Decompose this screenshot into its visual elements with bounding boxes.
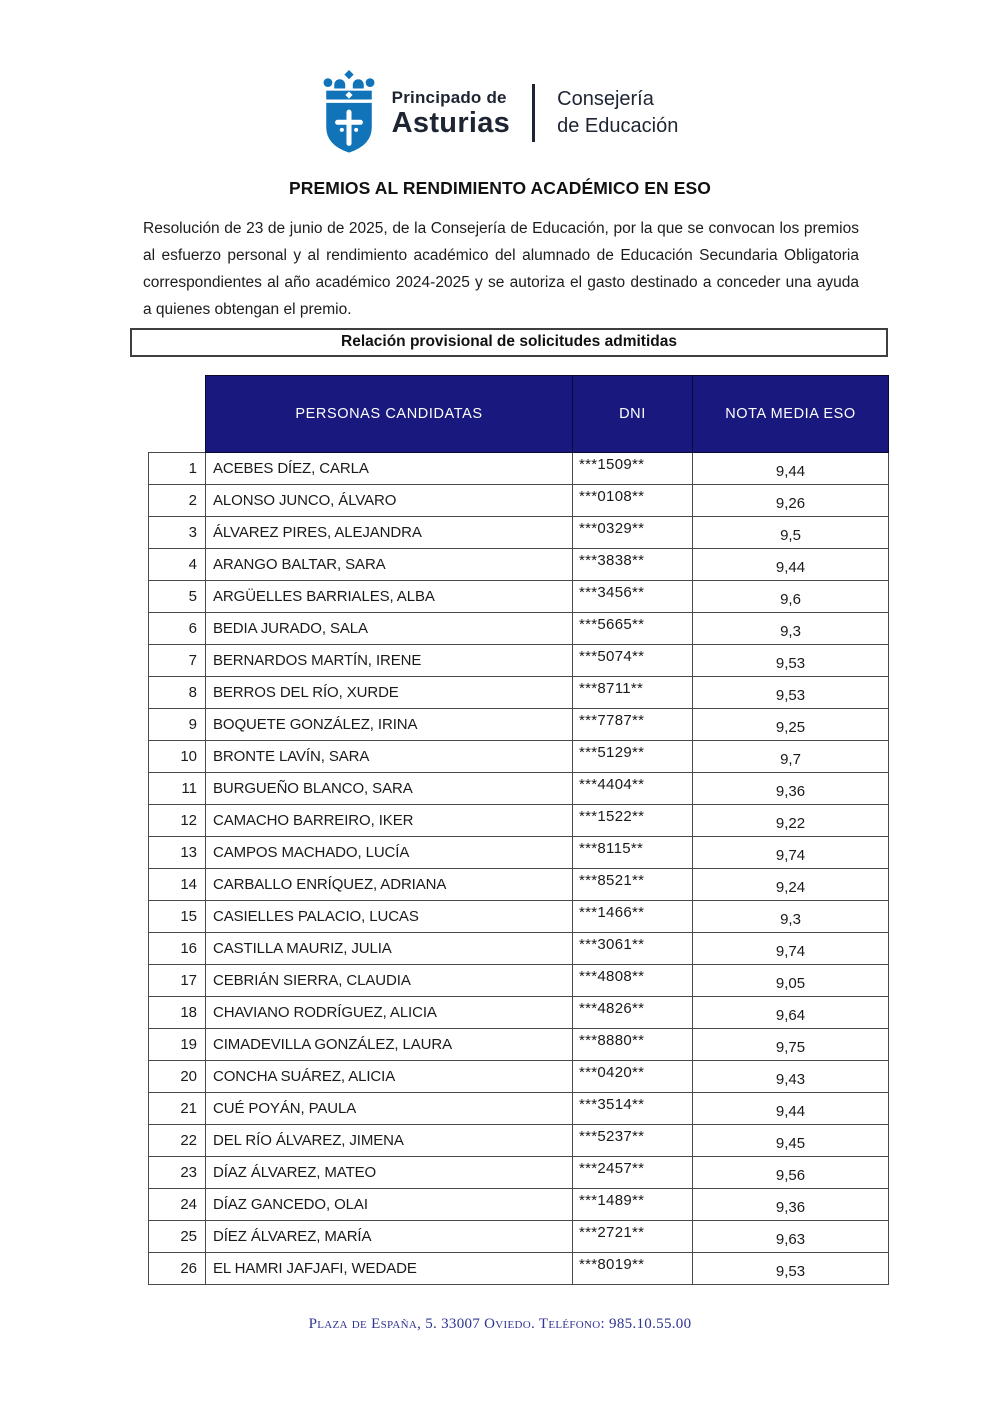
admitted-candidates-table (148, 375, 889, 1285)
candidate-name-cell: BEDIA JURADO, SALA (206, 613, 573, 645)
dni-cell: ***2457** (573, 1157, 693, 1189)
dni-cell: ***3514** (573, 1093, 693, 1125)
asturias-coat-of-arms-icon (322, 70, 376, 156)
dni-cell: ***2721** (573, 1221, 693, 1253)
row-number-cell: 4 (149, 549, 206, 581)
intro-paragraph: Resolución de 23 de junio de 2025, de la Consejería de Educación, por la que se convocan los premios al esfuerzo personal y al rendimiento académico del alumnado de Educación Secundaria Obligatoria correspondientes al año académico 2024-2025 y se autoriza el gasto destinado a conceder una ayuda a quienes obtengan el premio. (143, 220, 859, 318)
subtitle-banner (130, 328, 888, 357)
nota-media-cell: 9,63 (693, 1221, 889, 1253)
row-number-cell: 3 (149, 517, 206, 549)
dni-cell: ***5074** (573, 645, 693, 677)
row-number-cell: 2 (149, 485, 206, 517)
table-row (149, 1221, 889, 1253)
nota-media-cell: 9,22 (693, 805, 889, 837)
header-nota-media-eso: NOTA MEDIA ESO (693, 376, 889, 453)
table-row (149, 709, 889, 741)
row-number-cell: 12 (149, 805, 206, 837)
table-row (149, 965, 889, 997)
row-number-cell: 11 (149, 773, 206, 805)
dni-cell: ***3838** (573, 549, 693, 581)
candidate-name-cell: CASIELLES PALACIO, LUCAS (206, 901, 573, 933)
logo-region-line1: Principado de (391, 87, 507, 107)
candidate-name-cell: CIMADEVILLA GONZÁLEZ, LAURA (206, 1029, 573, 1061)
table-row (149, 613, 889, 645)
row-number-cell: 23 (149, 1157, 206, 1189)
row-number-cell: 18 (149, 997, 206, 1029)
nota-media-cell: 9,7 (693, 741, 889, 773)
row-number-cell: 8 (149, 677, 206, 709)
nota-media-cell: 9,56 (693, 1157, 889, 1189)
candidate-name-cell: DEL RÍO ÁLVAREZ, JIMENA (206, 1125, 573, 1157)
candidate-name-cell: DÍEZ ÁLVAREZ, MARÍA (206, 1221, 573, 1253)
nota-media-cell: 9,44 (693, 453, 889, 485)
table-row (149, 485, 889, 517)
dni-cell: ***8115** (573, 837, 693, 869)
dni-cell: ***8711** (573, 677, 693, 709)
row-number-cell: 1 (149, 453, 206, 485)
candidate-name-cell: CARBALLO ENRÍQUEZ, ADRIANA (206, 869, 573, 901)
dni-cell: ***5129** (573, 741, 693, 773)
dni-cell: ***8880** (573, 1029, 693, 1061)
table-row (149, 997, 889, 1029)
nota-media-cell: 9,26 (693, 485, 889, 517)
nota-media-cell: 9,25 (693, 709, 889, 741)
row-number-cell: 13 (149, 837, 206, 869)
row-number-cell: 16 (149, 933, 206, 965)
candidate-name-cell: CEBRIÁN SIERRA, CLAUDIA (206, 965, 573, 997)
row-number-cell: 24 (149, 1189, 206, 1221)
candidate-name-cell: BERNARDOS MARTÍN, IRENE (206, 645, 573, 677)
dni-cell: ***4808** (573, 965, 693, 997)
dni-cell: ***5665** (573, 613, 693, 645)
row-number-cell: 22 (149, 1125, 206, 1157)
row-number-cell: 19 (149, 1029, 206, 1061)
candidate-name-cell: ARANGO BALTAR, SARA (206, 549, 573, 581)
table-row (149, 1125, 889, 1157)
nota-media-cell: 9,53 (693, 645, 889, 677)
table-row (149, 1189, 889, 1221)
table-row (149, 933, 889, 965)
dni-cell: ***8521** (573, 869, 693, 901)
table-row (149, 901, 889, 933)
row-number-cell: 25 (149, 1221, 206, 1253)
candidate-name-cell: DÍAZ ÁLVAREZ, MATEO (206, 1157, 573, 1189)
table-row (149, 549, 889, 581)
candidate-name-cell: CASTILLA MAURIZ, JULIA (206, 933, 573, 965)
logo-region-line2: Asturias (391, 106, 511, 139)
dni-cell: ***0329** (573, 517, 693, 549)
table-row (149, 837, 889, 869)
table-header (149, 376, 889, 453)
nota-media-cell: 9,3 (693, 901, 889, 933)
nota-media-cell: 9,6 (693, 581, 889, 613)
candidate-name-cell: CAMPOS MACHADO, LUCÍA (206, 837, 573, 869)
row-number-cell: 7 (149, 645, 206, 677)
page-title: PREMIOS AL RENDIMIENTO ACADÉMICO EN ESO (289, 178, 711, 198)
candidate-name-cell: ALONSO JUNCO, ÁLVARO (206, 485, 573, 517)
table-row (149, 741, 889, 773)
row-number-cell: 6 (149, 613, 206, 645)
candidate-name-cell: CONCHA SUÁREZ, ALICIA (206, 1061, 573, 1093)
row-number-cell: 10 (149, 741, 206, 773)
dni-cell: ***4404** (573, 773, 693, 805)
nota-media-cell: 9,74 (693, 837, 889, 869)
row-number-cell: 14 (149, 869, 206, 901)
dni-cell: ***1509** (573, 453, 693, 485)
nota-media-cell: 9,53 (693, 1253, 889, 1285)
table-row (149, 517, 889, 549)
table-row (149, 1029, 889, 1061)
dni-cell: ***4826** (573, 997, 693, 1029)
header-spacer-cell (149, 376, 206, 453)
table-row (149, 581, 889, 613)
candidate-name-cell: ARGÜELLES BARRIALES, ALBA (206, 581, 573, 613)
table-row (149, 1253, 889, 1285)
row-number-cell: 15 (149, 901, 206, 933)
candidate-name-cell: CHAVIANO RODRÍGUEZ, ALICIA (206, 997, 573, 1029)
logo-dept-line1: Consejería (557, 88, 654, 110)
row-number-cell: 21 (149, 1093, 206, 1125)
candidate-name-cell: ACEBES DÍEZ, CARLA (206, 453, 573, 485)
nota-media-cell: 9,45 (693, 1125, 889, 1157)
dni-cell: ***3456** (573, 581, 693, 613)
row-number-cell: 26 (149, 1253, 206, 1285)
dni-cell: ***1522** (573, 805, 693, 837)
candidate-name-cell: BERROS DEL RÍO, XURDE (206, 677, 573, 709)
nota-media-cell: 9,36 (693, 1189, 889, 1221)
nota-media-cell: 9,64 (693, 997, 889, 1029)
nota-media-cell: 9,75 (693, 1029, 889, 1061)
dni-cell: ***8019** (573, 1253, 693, 1285)
logo-department-name (557, 86, 678, 140)
candidate-name-cell: EL HAMRI JAFJAFI, WEDADE (206, 1253, 573, 1285)
nota-media-cell: 9,36 (693, 773, 889, 805)
row-number-cell: 17 (149, 965, 206, 997)
nota-media-cell: 9,24 (693, 869, 889, 901)
nota-media-cell: 9,05 (693, 965, 889, 997)
header-dni: DNI (573, 376, 693, 453)
row-number-cell: 9 (149, 709, 206, 741)
nota-media-cell: 9,44 (693, 1093, 889, 1125)
subtitle-banner-label: Relación provisional de solicitudes admitidas (341, 333, 677, 350)
table-row (149, 677, 889, 709)
dni-cell: ***3061** (573, 933, 693, 965)
logo (0, 70, 1000, 156)
table-row (149, 453, 889, 485)
header-personas-candidatas: PERSONAS CANDIDATAS (206, 376, 573, 453)
nota-media-cell: 9,53 (693, 677, 889, 709)
candidate-name-cell: ÁLVAREZ PIRES, ALEJANDRA (206, 517, 573, 549)
row-number-cell: 20 (149, 1061, 206, 1093)
candidate-name-cell: BOQUETE GONZÁLEZ, IRINA (206, 709, 573, 741)
table-row (149, 805, 889, 837)
logo-divider (532, 84, 535, 142)
footer-address: Plaza de España, 5. 33007 Oviedo. Teléfono: 985.10.55.00 (308, 1316, 692, 1332)
nota-media-cell: 9,74 (693, 933, 889, 965)
nota-media-cell: 9,5 (693, 517, 889, 549)
candidate-name-cell: DÍAZ GANCEDO, OLAI (206, 1189, 573, 1221)
table-row (149, 1157, 889, 1189)
nota-media-cell: 9,43 (693, 1061, 889, 1093)
table-row (149, 645, 889, 677)
dni-cell: ***0420** (573, 1061, 693, 1093)
table-row (149, 1093, 889, 1125)
candidate-name-cell: CAMACHO BARREIRO, IKER (206, 805, 573, 837)
nota-media-cell: 9,3 (693, 613, 889, 645)
candidate-name-cell: BURGUEÑO BLANCO, SARA (206, 773, 573, 805)
dni-cell: ***1489** (573, 1189, 693, 1221)
dni-cell: ***0108** (573, 485, 693, 517)
dni-cell: ***7787** (573, 709, 693, 741)
candidate-name-cell: CUÉ POYÁN, PAULA (206, 1093, 573, 1125)
table-row (149, 1061, 889, 1093)
table-body (149, 453, 889, 1285)
table-row (149, 773, 889, 805)
logo-region-name (392, 89, 510, 138)
table-header-row (149, 376, 889, 453)
logo-dept-line2: de Educación (557, 115, 679, 137)
table-row (149, 869, 889, 901)
candidate-name-cell: BRONTE LAVÍN, SARA (206, 741, 573, 773)
dni-cell: ***1466** (573, 901, 693, 933)
row-number-cell: 5 (149, 581, 206, 613)
nota-media-cell: 9,44 (693, 549, 889, 581)
dni-cell: ***5237** (573, 1125, 693, 1157)
